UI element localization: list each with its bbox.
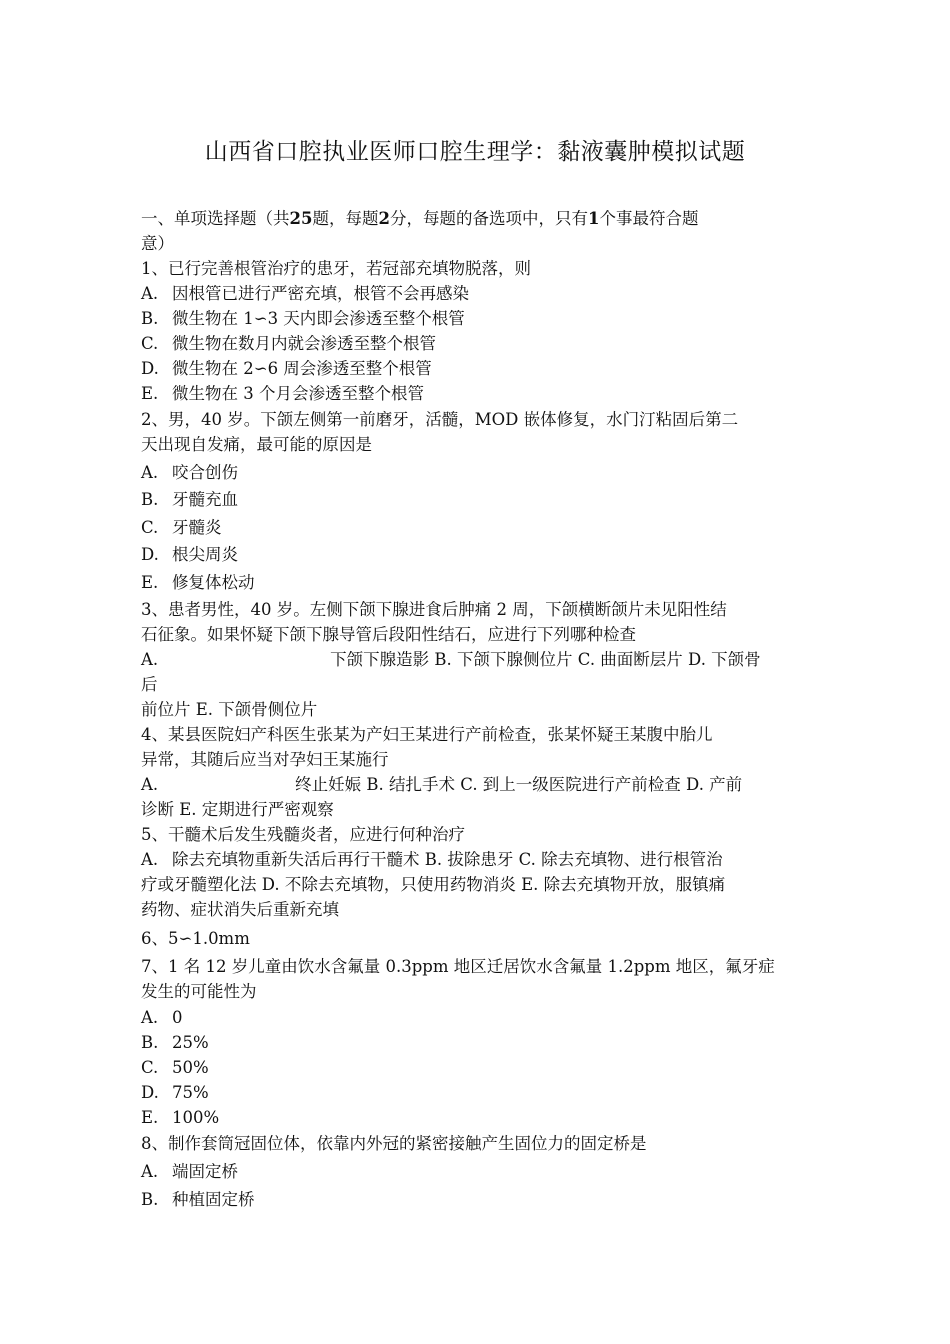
option-b: B. 微生物在 1∽3 天内即会渗透至整个根管: [141, 309, 465, 328]
question-stem: 5、干髓术后发生残髓炎者，应进行何种治疗: [141, 825, 465, 844]
options-inline-cont: 前位片 E. 下颌骨侧位片: [141, 700, 318, 719]
option-c: C. 50%: [141, 1058, 209, 1077]
section-header: 一、单项选择题（共25题，每题2分，每题的备选项中，只有1个事最符合题: [141, 209, 699, 228]
question-stem: 7、1 名 12 岁儿童由饮水含氟量 0.3ppm 地区迁居饮水含氟量 1.2ppm 地区，氟牙症: [141, 957, 775, 976]
option-a: A. 因根管已进行严密充填，根管不会再感染: [141, 284, 469, 303]
options-inline-wrap: 后: [141, 675, 158, 694]
option-e: E. 100%: [141, 1108, 220, 1127]
options-inline-cont: 诊断 E. 定期进行严密观察: [141, 800, 334, 819]
question-stem-cont: 石征象。如果怀疑下颌下腺导管后段阳性结石，应进行下列哪种检查: [141, 625, 636, 644]
option-c: C. 牙髓炎: [141, 518, 222, 537]
option-b: B. 25%: [141, 1033, 209, 1052]
question-stem: 1、已行完善根管治疗的患牙，若冠部充填物脱落，则: [141, 259, 531, 278]
question-stem: 6、5∽1.0mm: [141, 929, 250, 948]
option-a: A. 端固定桥: [141, 1162, 238, 1181]
options-inline: A. 终止妊娠 B. 结扎手术 C. 到上一级医院进行产前检查 D. 产前: [141, 775, 743, 794]
option-d: D. 根尖周炎: [141, 545, 238, 564]
question-count: 25: [289, 209, 313, 228]
section-header-cont: 意）: [141, 234, 174, 253]
one-answer: 1: [587, 209, 600, 228]
document-title: 山西省口腔执业医师口腔生理学：黏液囊肿模拟试题: [204, 139, 746, 165]
option-a: A. 咬合创伤: [141, 463, 238, 482]
option-c: C. 微生物在数月内就会渗透至整个根管: [141, 334, 436, 353]
question-stem: 3、患者男性，40 岁。左侧下颌下腺进食后肿痛 2 周，下颌横断颌片未见阳性结: [141, 600, 727, 619]
option-b: B. 牙髓充血: [141, 490, 238, 509]
option-d: D. 微生物在 2∽6 周会渗透至整个根管: [141, 359, 432, 378]
score-per-question: 2: [378, 209, 390, 228]
question-stem: 2、男，40 岁。下颌左侧第一前磨牙，活髓，MOD 嵌体修复，水门汀粘固后第二: [141, 410, 739, 429]
question-stem: 4、某县医院妇产科医生张某为产妇王某进行产前检查，张某怀疑王某腹中胎儿: [141, 725, 713, 744]
question-stem-cont: 发生的可能性为: [141, 982, 257, 1001]
option-e: E. 微生物在 3 个月会渗透至整个根管: [141, 384, 424, 403]
options-inline: A. 除去充填物重新失活后再行干髓术 B. 拔除患牙 C. 除去充填物、进行根管治: [141, 850, 723, 869]
option-a: A. 0: [141, 1008, 183, 1027]
question-stem-cont: 天出现自发痛，最可能的原因是: [141, 435, 372, 454]
question-stem: 8、制作套筒冠固位体，依靠内外冠的紧密接触产生固位力的固定桥是: [141, 1134, 647, 1153]
options-inline: A. 下颌下腺造影 B. 下颌下腺侧位片 C. 曲面断层片 D. 下颌骨: [141, 650, 761, 669]
option-d: D. 75%: [141, 1083, 209, 1102]
options-inline-cont: 药物、症状消失后重新充填: [141, 900, 339, 919]
option-e: E. 修复体松动: [141, 573, 255, 592]
options-inline-cont: 疗或牙髓塑化法 D. 不除去充填物，只使用药物消炎 E. 除去充填物开放，服镇痛: [141, 875, 726, 894]
question-stem-cont: 异常，其随后应当对孕妇王某施行: [141, 750, 389, 769]
option-b: B. 种植固定桥: [141, 1190, 255, 1209]
